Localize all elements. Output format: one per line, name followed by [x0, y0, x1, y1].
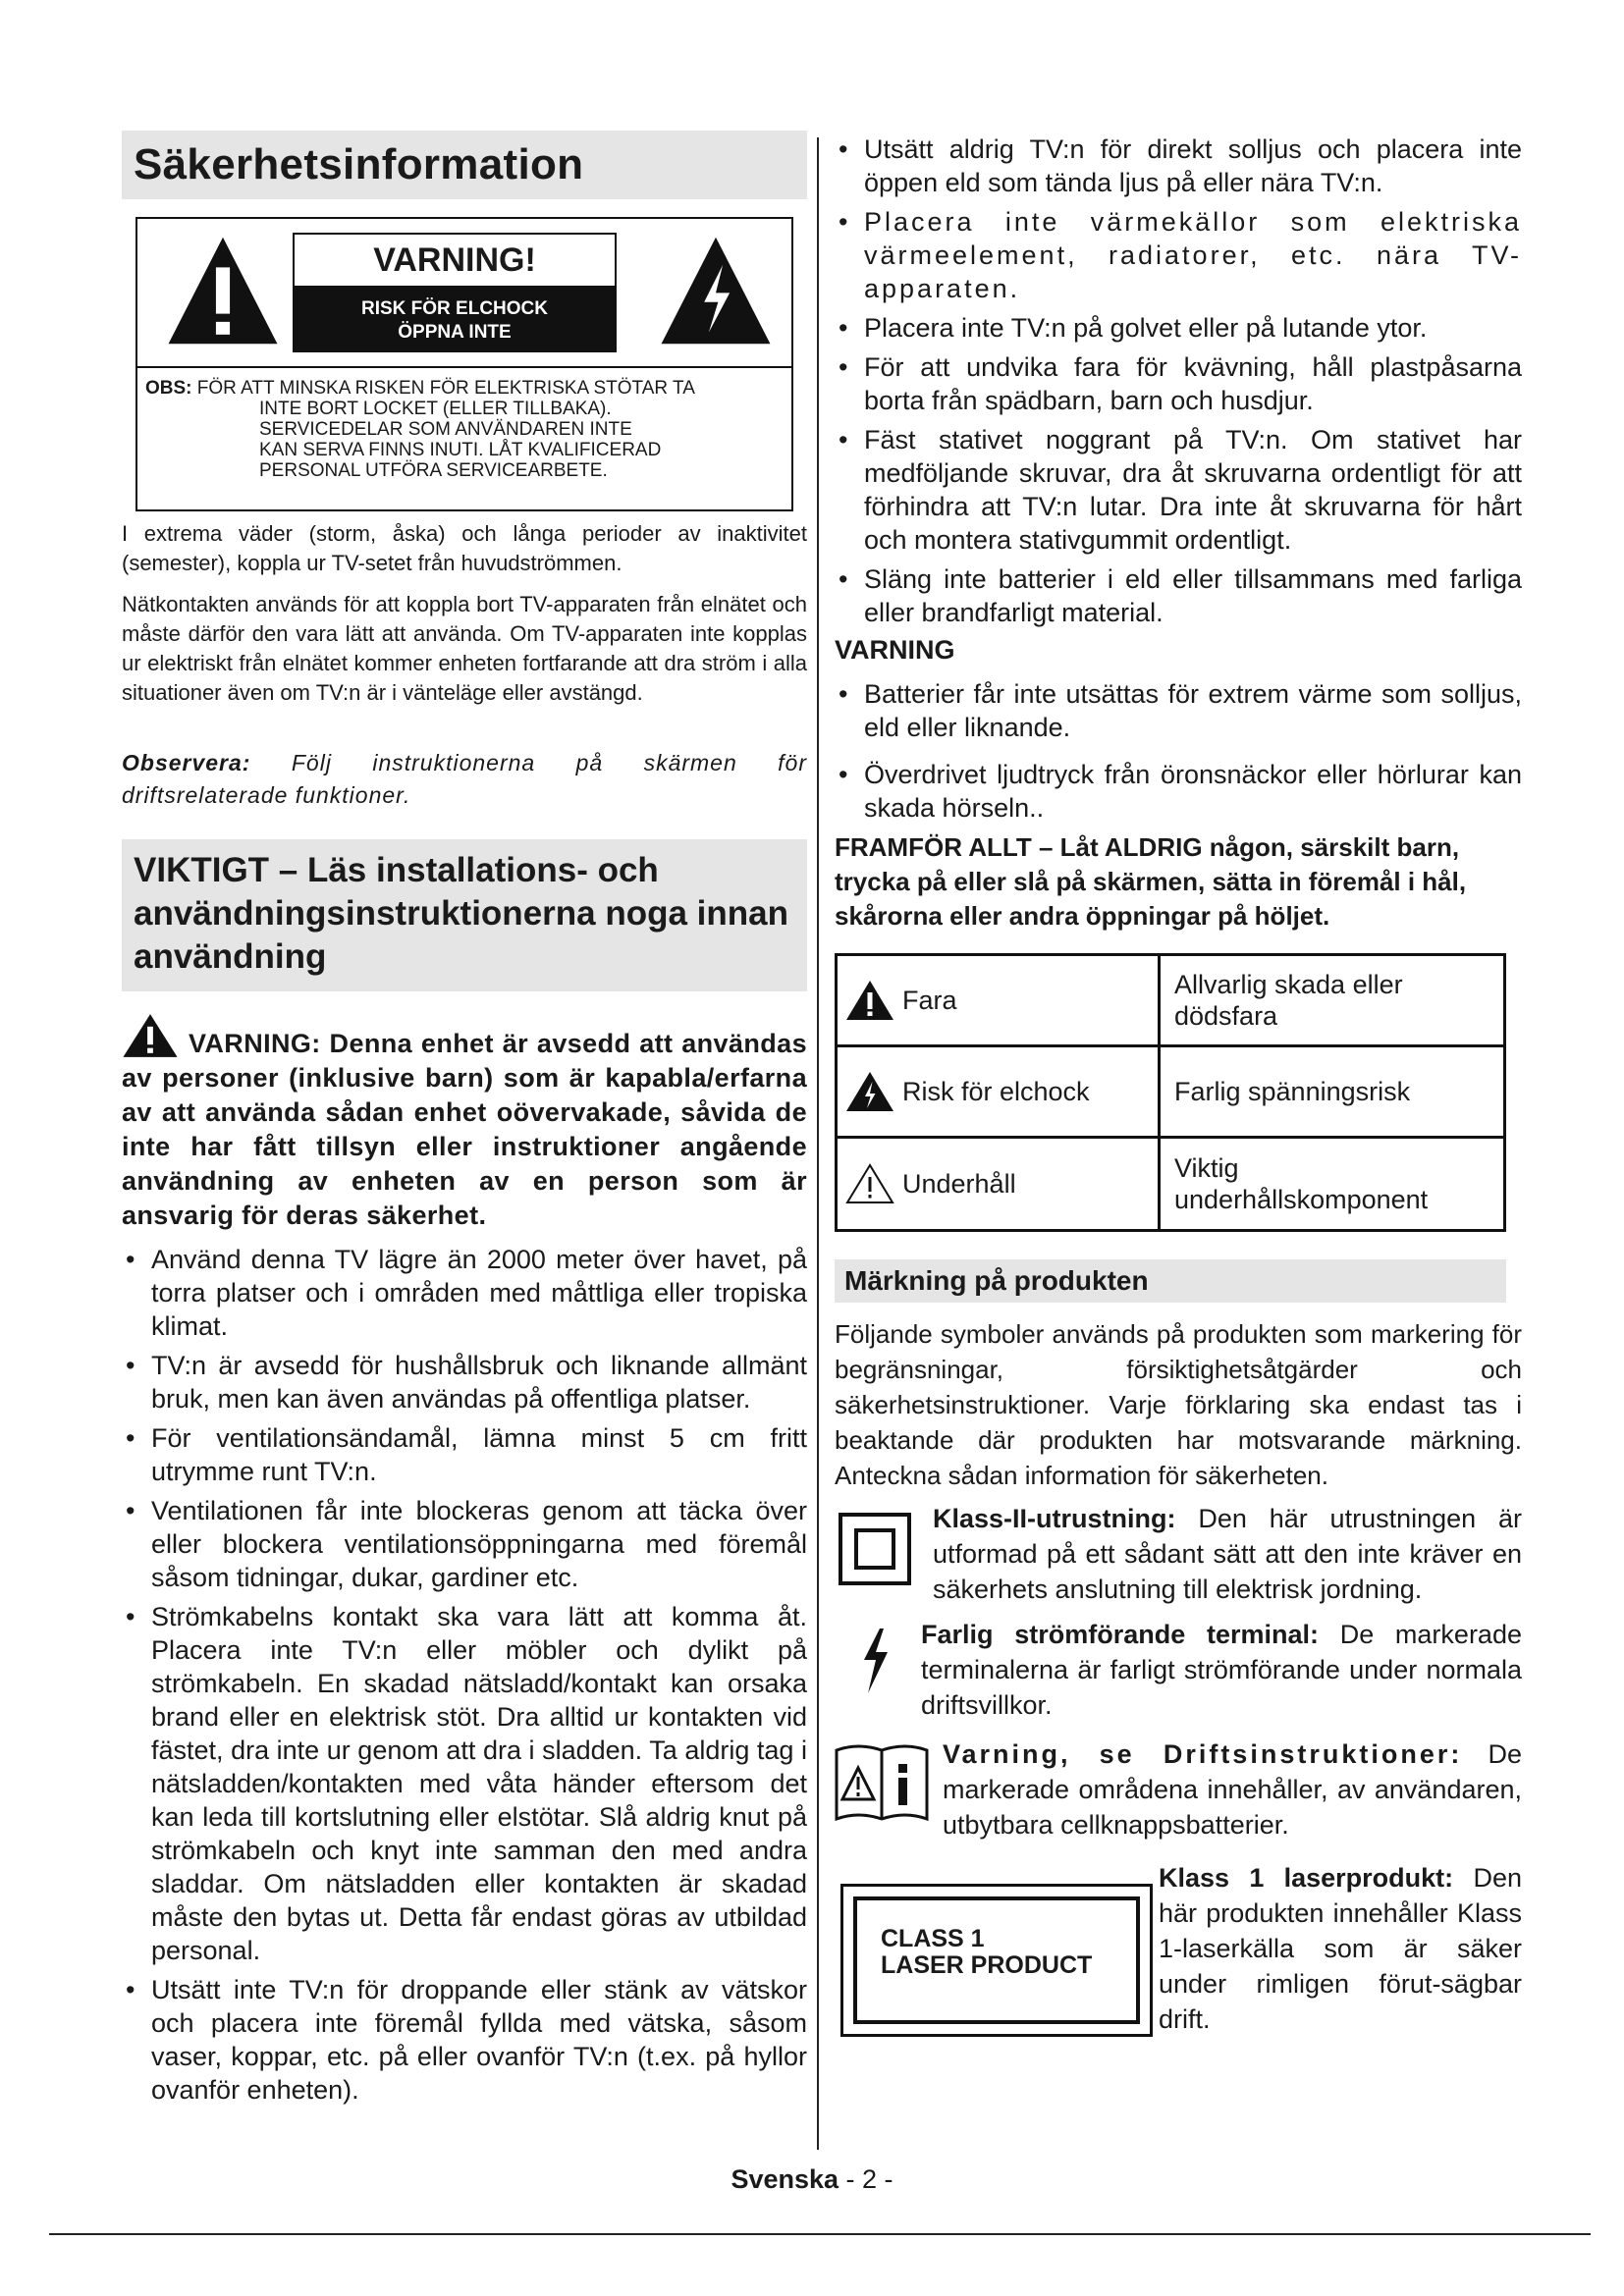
- exclamation-triangle-icon: [165, 233, 281, 348]
- table-label: Risk för elchock: [902, 1076, 1090, 1106]
- caution-outline-icon: [845, 1163, 894, 1204]
- symbol-table: [835, 953, 1506, 1232]
- column-divider: [817, 137, 819, 2150]
- varning-label: VARNING:: [189, 1029, 321, 1059]
- list-item: • Placera inte TV:n på golvet eller på lutande ytor.: [835, 311, 1522, 345]
- class2-title: Klass-II-utrustning:: [933, 1504, 1176, 1533]
- list-item: • Ventilationen får inte blockeras genom att täcka över eller blockera ventilationsöppningarna med föremål såsom tidningar, dukar, gardiner etc.: [122, 1494, 807, 1594]
- risk-banner: [293, 288, 617, 352]
- important-title: VIKTIGT – Läs installations- och användningsinstruktionerna noga innan användning: [134, 851, 788, 976]
- laser-label-line-2: LASER PRODUCT: [881, 1951, 1093, 1979]
- table-row: [837, 955, 1505, 1046]
- footer-page-number: - 2 -: [839, 2164, 893, 2194]
- table-row: [837, 1046, 1505, 1138]
- footer-language: Svenska: [731, 2164, 839, 2194]
- table-desc: Allvarlig skada eller dödsfara: [1160, 955, 1505, 1046]
- obs-line-1: FÖR ATT MINSKA RISKEN FÖR ELEKTRISKA STÖTAR TA: [196, 378, 695, 399]
- right-column: [835, 133, 1522, 2037]
- obs-line-5: PERSONAL UTFÖRA SERVICEARBETE.: [259, 460, 608, 481]
- left-column: [122, 131, 807, 2112]
- terminal-item: [835, 1617, 1522, 1723]
- right-bullet-list-1: [835, 133, 1522, 629]
- varning-text: Denna enhet är avsedd att användas av personer (inklusive barn) som är kapabla/erfarna av att använda sådan enhet oövervakade, såvida de inte har fått tillsyn eller instruktioner angående användning av enheten av en person som är ansvarig för deras säkerhet.: [122, 1029, 807, 1231]
- warning-label-box: [135, 217, 793, 511]
- varning-paragraph: [122, 1013, 807, 1233]
- terminal-text: De markerade terminalerna är farligt strömförande under normala driftsvillkor.: [921, 1620, 1522, 1720]
- risk-line-1: RISK FÖR ELCHOCK: [361, 298, 548, 319]
- right-bullet-list-2: [835, 677, 1522, 825]
- class2-item: [835, 1501, 1522, 1607]
- warning-label-top: [137, 219, 791, 368]
- laser-label-box: [840, 1884, 1153, 2037]
- footer-rule: [49, 2233, 1591, 2235]
- laser-text: Den här produkten innehåller Klass 1-laserkälla som är säker under rimligen förut-sägbar drift.: [1159, 1863, 1522, 2034]
- risk-line-2: ÖPPNA INTE: [398, 322, 512, 343]
- observe-text: Följ instruktionerna på skärmen för driftsrelaterade funktioner.: [122, 750, 807, 808]
- list-item: • För ventilationsändamål, lämna minst 5 cm fritt utrymme runt TV:n.: [122, 1421, 807, 1488]
- list-item: • Batterier får inte utsättas för extrem värme som solljus, eld eller liknande.: [835, 677, 1522, 744]
- electric-shock-icon: [845, 1071, 894, 1112]
- terminal-title: Farlig strömförande terminal:: [921, 1620, 1319, 1649]
- laser-title: Klass 1 laserprodukt:: [1159, 1863, 1454, 1893]
- manual-item: [835, 1736, 1522, 1842]
- warning-triangle-icon: [122, 1013, 179, 1058]
- section-title-box: [122, 131, 807, 199]
- marking-heading: Märkning på produkten: [835, 1259, 1506, 1303]
- table-label: Fara: [902, 985, 957, 1015]
- class2-double-square-icon: [839, 1513, 911, 1585]
- table-desc: Farlig spänningsrisk: [1160, 1046, 1505, 1138]
- important-title-box: [122, 839, 807, 991]
- lightning-bolt-icon: [856, 1627, 895, 1695]
- list-item: • Överdrivet ljudtryck från öronsnäckor eller hörlurar kan skada hörseln..: [835, 758, 1522, 825]
- obs-label: OBS:: [145, 378, 192, 399]
- list-item: • Utsätt inte TV:n för droppande eller stänk av vätskor och placera inte föremål fyllda med vätska, såsom vaser, koppar, etc. på eller ovanför TV:n (t.ex. på hyllor ovanför enheten).: [122, 1973, 807, 2107]
- warning-triangle-icon: [845, 980, 894, 1021]
- page-footer: [0, 2164, 1624, 2195]
- obs-text: [137, 368, 791, 481]
- table-desc: Viktig underhållskomponent: [1160, 1138, 1505, 1231]
- table-label: Underhåll: [902, 1168, 1016, 1199]
- list-item: • Släng inte batterier i eld eller tillsammans med farliga eller brandfarligt material.: [835, 562, 1522, 629]
- list-item: • Utsätt aldrig TV:n för direkt solljus och placera inte öppen eld som tända ljus på eller nära TV:n.: [835, 133, 1522, 199]
- observe-note: [122, 747, 807, 812]
- warning-label-center: [293, 233, 617, 352]
- obs-line-2: INTE BORT LOCKET (ELLER TILLBAKA).: [259, 399, 612, 419]
- list-item: • Använd denna TV lägre än 2000 meter över havet, på torra platser och i områden med måttliga eller tropiska klimat.: [122, 1243, 807, 1343]
- list-item: • Fäst stativet noggrant på TV:n. Om stativet har medföljande skruvar, dra åt skruvarna ordentligt för att förhindra att TV:n lutar. Dra inte åt skruvarna för hårt och montera stativgummit ordentligt.: [835, 423, 1522, 557]
- laser-item: [835, 1860, 1522, 2037]
- manual-title: Varning, se Driftsinstruktioner:: [943, 1739, 1463, 1769]
- list-item: • Placera inte värmekällor som elektriska värmeelement, radiatorer, etc. nära TV-apparaten.: [835, 205, 1522, 305]
- mains-paragraph: Nätkontakten används för att koppla bort TV-apparaten från elnätet och måste därför den vara lätt att använda. Om TV-apparaten inte kopplas ur elektriskt från elnätet kommer enheten fortfarande att dra ström i alla situationer även om TV:n är i vänteläge eller avstängd.: [122, 592, 807, 705]
- laser-label-line-1: CLASS 1: [881, 1925, 985, 1952]
- laser-label-inner: [853, 1896, 1140, 2024]
- manual-book-icon: [835, 1740, 929, 1823]
- observe-label: Observera:: [122, 750, 251, 775]
- manual-text: De markerade områdena innehåller, av användaren, utbytbara cellknappsbatterier.: [943, 1739, 1522, 1840]
- weather-paragraph: I extrema väder (storm, åska) och långa perioder av inaktivitet (semester), koppla ur TV-setet från huvudströmmen.: [122, 521, 807, 575]
- marking-intro: Följande symboler används på produkten som markering för begränsningar, försiktighetsåtgärder och säkerhetsinstruktioner. Varje förklaring ska endast tas i beaktande där produkten har motsvarande märkning. Anteckna sådan information för säkerheten.: [835, 1319, 1522, 1490]
- lightning-triangle-icon: [658, 233, 774, 348]
- obs-line-3: SERVICEDELAR SOM ANVÄNDAREN INTE: [259, 419, 632, 440]
- framfor-paragraph: FRAMFÖR ALLT – Låt ALDRIG någon, särskilt barn, trycka på eller slå på skärmen, sätta in föremål i hål, skårorna eller andra öppningar på höljet.: [835, 832, 1467, 931]
- page-title: Säkerhetsinformation: [134, 140, 584, 188]
- table-row: [837, 1138, 1505, 1231]
- left-bullet-list: [122, 1243, 807, 2107]
- list-item: • TV:n är avsedd för hushållsbruk och liknande allmänt bruk, men kan även användas på offentliga platser.: [122, 1349, 807, 1415]
- class2-text: Den här utrustningen är utformad på ett sådant sätt att den inte kräver en säkerhets anslutning till elektrisk jordning.: [933, 1504, 1522, 1604]
- warning-title: VARNING!: [293, 233, 617, 288]
- list-item: • Strömkabelns kontakt ska vara lätt att komma åt. Placera inte TV:n eller möbler och dylikt på strömkabeln. En skadad nätsladd/kontakt kan orsaka brand eller en elektrisk stöt. Dra alltid ur kontakten vid fästet, dra inte ur genom att dra i sladden. Ta aldrig tag i nätsladden/kontakten med våta händer eftersom det kan leda till kortslutning eller elstötar. Slå aldrig knut på strömkabeln och knyt inte samman den med andra sladdar. Om nätsladden eller kontakten är skadad måste den bytas ut. Detta får endast göras av utbildad personal.: [122, 1600, 807, 1967]
- list-item: • För att undvika fara för kvävning, håll plastpåsarna borta från spädbarn, barn och husdjur.: [835, 350, 1522, 417]
- obs-line-4: KAN SERVA FINNS INUTI. LÅT KVALIFICERAD: [259, 440, 662, 460]
- varning-heading: VARNING: [835, 635, 955, 665]
